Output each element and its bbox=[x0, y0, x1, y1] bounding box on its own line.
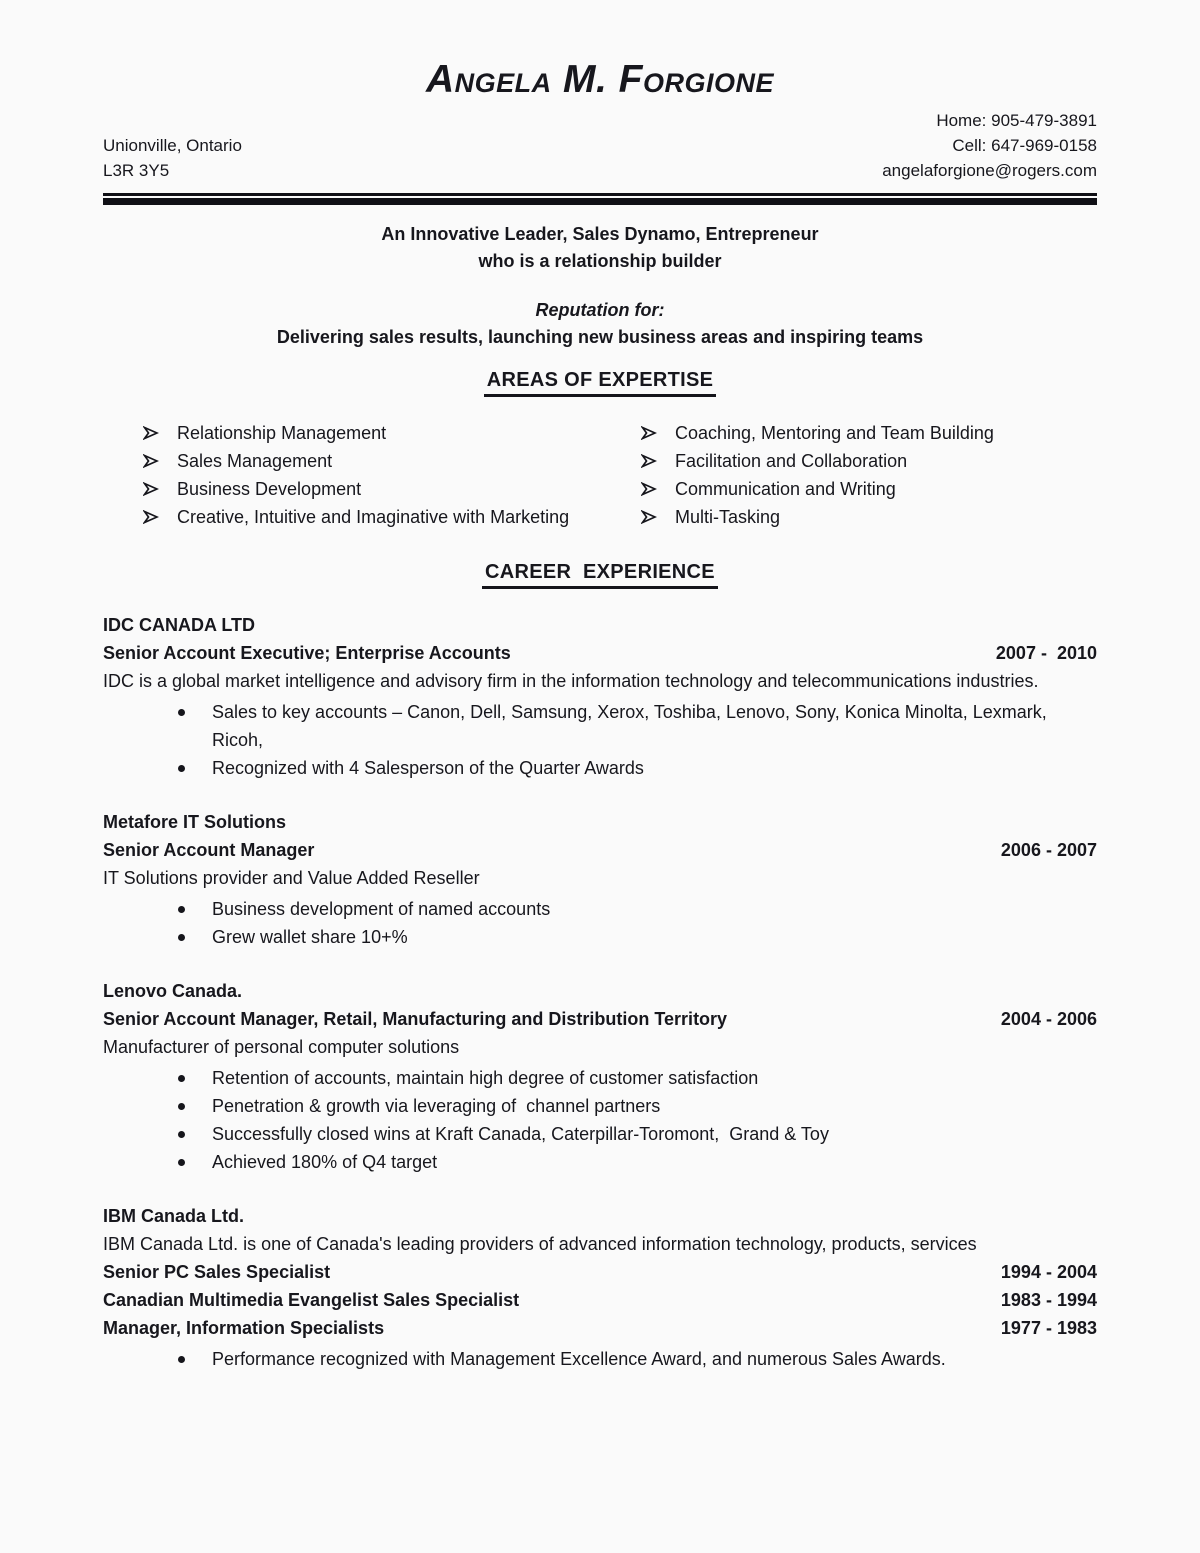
job-bullets bbox=[103, 1064, 1097, 1176]
job-roles bbox=[103, 836, 1097, 864]
contact-line-home: Home: 905-479-3891 bbox=[936, 111, 1097, 130]
expertise-item bbox=[597, 423, 1097, 444]
bullet-dot-icon bbox=[178, 1356, 185, 1363]
location-line-postal: L3R 3Y5 bbox=[103, 161, 170, 180]
bullet-item-text: Retention of accounts, maintain high degree of customer satisfaction bbox=[212, 1068, 759, 1088]
expertise-item-label: Facilitation and Collaboration bbox=[675, 451, 908, 471]
reputation-label: Reputation for: bbox=[535, 300, 665, 320]
bullet-item bbox=[103, 1148, 1097, 1176]
arrowhead-bullet-icon bbox=[641, 454, 657, 468]
arrowhead-bullet-icon bbox=[143, 482, 159, 496]
company-name: Lenovo Canada. bbox=[103, 981, 243, 1001]
bullet-dot-icon bbox=[178, 934, 185, 941]
job-bullets bbox=[103, 698, 1097, 782]
expertise-item bbox=[597, 507, 1097, 528]
job-roles bbox=[103, 1258, 1097, 1342]
bullet-item-text: Achieved 180% of Q4 target bbox=[212, 1152, 438, 1172]
arrowhead-bullet-icon bbox=[143, 426, 159, 440]
role-dates: 2004 - 2006 bbox=[1000, 1009, 1097, 1029]
bullet-item bbox=[103, 1120, 1097, 1148]
role-title: Canadian Multimedia Evangelist Sales Specialist bbox=[103, 1290, 520, 1310]
reputation-text: Delivering sales results, launching new business areas and inspiring teams bbox=[276, 327, 924, 347]
job-role-row bbox=[103, 1314, 1097, 1342]
role-title: Senior Account Manager bbox=[103, 840, 315, 860]
job-roles bbox=[103, 639, 1097, 667]
reputation-block bbox=[103, 297, 1097, 351]
bullet-dot-icon bbox=[178, 1103, 185, 1110]
job-role-row bbox=[103, 639, 1097, 667]
bullet-item-text: Grew wallet share 10+% bbox=[212, 927, 408, 947]
job-block bbox=[103, 611, 1097, 782]
bullet-item bbox=[103, 895, 1097, 923]
job-description: Manufacturer of personal computer solutions bbox=[103, 1037, 460, 1057]
bullet-item bbox=[103, 754, 1097, 782]
role-dates: 2006 - 2007 bbox=[1000, 840, 1097, 860]
section-heading-expertise bbox=[103, 369, 1097, 397]
bullet-item bbox=[103, 1064, 1097, 1092]
bullet-item bbox=[103, 698, 1097, 754]
role-dates: 1994 - 2004 bbox=[1000, 1262, 1097, 1282]
expertise-item-label: Multi-Tasking bbox=[675, 507, 781, 527]
job-bullets bbox=[103, 1345, 1097, 1373]
expertise-item bbox=[103, 451, 597, 472]
job-role-row bbox=[103, 836, 1097, 864]
jobs-list bbox=[103, 611, 1097, 1373]
expertise-item-label: Relationship Management bbox=[177, 423, 387, 443]
role-dates: 1977 - 1983 bbox=[1000, 1318, 1097, 1338]
expertise-item-label: Sales Management bbox=[177, 451, 333, 471]
contact-block bbox=[103, 108, 1097, 183]
job-block bbox=[103, 808, 1097, 951]
header-divider bbox=[103, 193, 1097, 205]
job-description: IBM Canada Ltd. is one of Canada's leading providers of advanced information technology, products, services bbox=[103, 1234, 977, 1254]
expertise-item bbox=[103, 479, 597, 500]
bullet-dot-icon bbox=[178, 1131, 185, 1138]
contact-line-cell: Cell: 647-969-0158 bbox=[952, 136, 1097, 155]
job-role-row bbox=[103, 1286, 1097, 1314]
expertise-item-label: Business Development bbox=[177, 479, 362, 499]
bullet-dot-icon bbox=[178, 765, 185, 772]
company-name: Metafore IT Solutions bbox=[103, 812, 287, 832]
bullet-item-text: Sales to key accounts – Canon, Dell, Samsung, Xerox, Toshiba, Lenovo, Sony, Konica Minolta, Lexmark, Ricoh, bbox=[212, 702, 1052, 750]
location-line-city: Unionville, Ontario bbox=[103, 136, 242, 155]
job-role-row bbox=[103, 1005, 1097, 1033]
bullet-item bbox=[103, 923, 1097, 951]
expertise-item-label: Communication and Writing bbox=[675, 479, 896, 499]
role-title: Manager, Information Specialists bbox=[103, 1318, 385, 1338]
job-roles bbox=[103, 1005, 1097, 1033]
expertise-item-label: Creative, Intuitive and Imaginative with Marketing bbox=[177, 507, 570, 527]
section-title-career: CAREER EXPERIENCE bbox=[482, 561, 718, 589]
bullet-dot-icon bbox=[178, 1159, 185, 1166]
company-name: IBM Canada Ltd. bbox=[103, 1206, 245, 1226]
contact-phones-email bbox=[882, 108, 1097, 183]
expertise-item bbox=[597, 451, 1097, 472]
role-title: Senior PC Sales Specialist bbox=[103, 1262, 331, 1282]
arrowhead-bullet-icon bbox=[143, 510, 159, 524]
role-dates: 2007 - 2010 bbox=[995, 643, 1097, 663]
arrowhead-bullet-icon bbox=[641, 482, 657, 496]
expertise-left-column bbox=[103, 423, 597, 535]
bullet-item-text: Successfully closed wins at Kraft Canada, Caterpillar-Toromont, Grand & Toy bbox=[212, 1124, 829, 1144]
contact-location bbox=[103, 133, 242, 183]
role-title: Senior Account Manager, Retail, Manufacturing and Distribution Territory bbox=[103, 1009, 728, 1029]
job-bullets bbox=[103, 895, 1097, 951]
bullet-dot-icon bbox=[178, 709, 185, 716]
expertise-item bbox=[597, 479, 1097, 500]
expertise-right-column bbox=[597, 423, 1097, 535]
arrowhead-bullet-icon bbox=[641, 426, 657, 440]
candidate-name: Angela M. Forgione bbox=[426, 58, 774, 101]
expertise-item bbox=[103, 423, 597, 444]
arrowhead-bullet-icon bbox=[143, 454, 159, 468]
bullet-item bbox=[103, 1092, 1097, 1120]
contact-line-email: angelaforgione@rogers.com bbox=[882, 161, 1097, 180]
company-name: IDC CANADA LTD bbox=[103, 615, 255, 635]
expertise-item-label: Coaching, Mentoring and Team Building bbox=[675, 423, 994, 443]
job-block bbox=[103, 1202, 1097, 1373]
section-heading-career bbox=[103, 561, 1097, 589]
tagline-line2: who is a relationship builder bbox=[478, 251, 722, 271]
job-description: IDC is a global market intelligence and advisory firm in the information technology and telecommunications industries. bbox=[103, 671, 1039, 691]
section-title-expertise: AREAS OF EXPERTISE bbox=[484, 369, 717, 397]
expertise-item bbox=[103, 507, 597, 528]
job-role-row bbox=[103, 1258, 1097, 1286]
bullet-item-text: Business development of named accounts bbox=[212, 899, 551, 919]
arrowhead-bullet-icon bbox=[641, 510, 657, 524]
role-dates: 1983 - 1994 bbox=[1000, 1290, 1097, 1310]
job-description: IT Solutions provider and Value Added Reseller bbox=[103, 868, 480, 888]
bullet-item-text: Performance recognized with Management Excellence Award, and numerous Sales Awards. bbox=[212, 1349, 946, 1369]
bullet-item-text: Penetration & growth via leveraging of channel partners bbox=[212, 1096, 661, 1116]
bullet-item bbox=[103, 1345, 1097, 1373]
role-title: Senior Account Executive; Enterprise Accounts bbox=[103, 643, 511, 663]
tagline-line1: An Innovative Leader, Sales Dynamo, Entrepreneur bbox=[381, 224, 819, 244]
bullet-dot-icon bbox=[178, 906, 185, 913]
expertise-grid bbox=[103, 423, 1097, 535]
tagline-block bbox=[103, 221, 1097, 275]
bullet-item-text: Recognized with 4 Salesperson of the Quarter Awards bbox=[212, 758, 644, 778]
bullet-dot-icon bbox=[178, 1075, 185, 1082]
job-block bbox=[103, 977, 1097, 1176]
